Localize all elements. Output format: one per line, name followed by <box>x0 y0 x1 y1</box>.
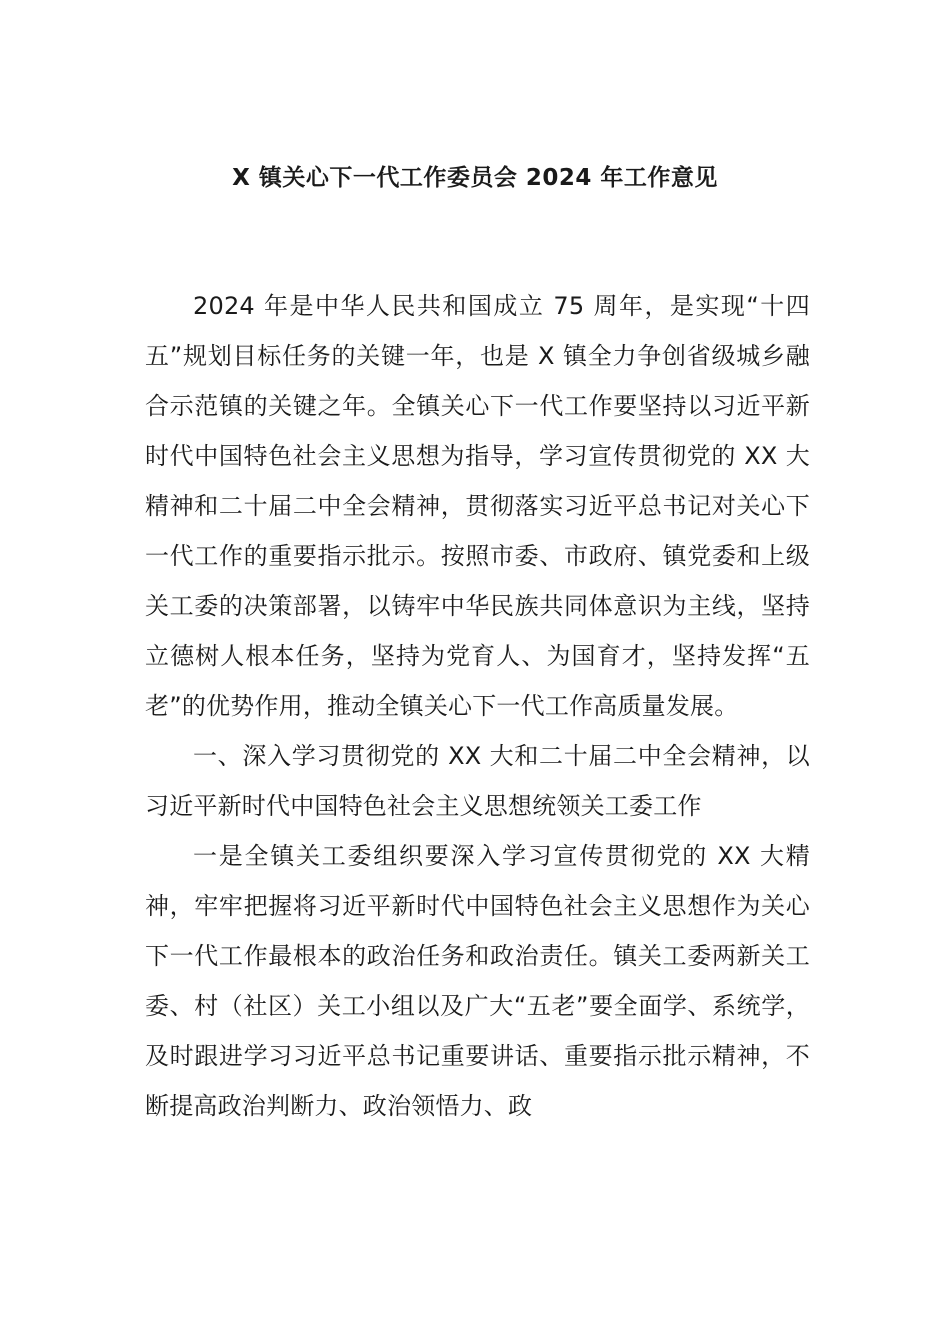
intro-paragraph: 2024 年是中华人民共和国成立 75 周年，是实现“十四五”规划目标任务的关键一年，也是 X 镇全力争创省级城乡融合示范镇的关键之年。全镇关心下一代工作要坚持以习近平新时代中国特色社会主义思想为指导，学习宣传贯彻党的 XX 大精神和二十届二中全会精神，贯彻落实习近平总书记对关心下一代工作的重要指示批示。按照市委、市政府、镇党委和上级关工委的决策部署，以铸牢中华民族共同体意识为主线，坚持立德树人根本任务，坚持为党育人、为国育才，坚持发挥“五老”的优势作用，推动全镇关心下一代工作高质量发展。 <box>145 292 810 720</box>
document-title: X 镇关心下一代工作委员会 2024 年工作意见 <box>232 165 718 191</box>
section-heading-1: 一、深入学习贯彻党的 XX 大和二十届二中全会精神，以习近平新时代中国特色社会主义思想统领关工委工作 <box>145 742 810 820</box>
section-paragraph-1: 一是全镇关工委组织要深入学习宣传贯彻党的 XX 大精神，牢牢把握将习近平新时代中国特色社会主义思想作为关心下一代工作最根本的政治任务和政治责任。镇关工委两新关工委、村（社区）关工小组以及广大“五老”要全面学、系统学，及时跟进学习习近平总书记重要讲话、重要指示批示精神，不断提高政治判断力、政治领悟力、政 <box>145 842 810 1120</box>
document-body <box>145 281 810 1131</box>
